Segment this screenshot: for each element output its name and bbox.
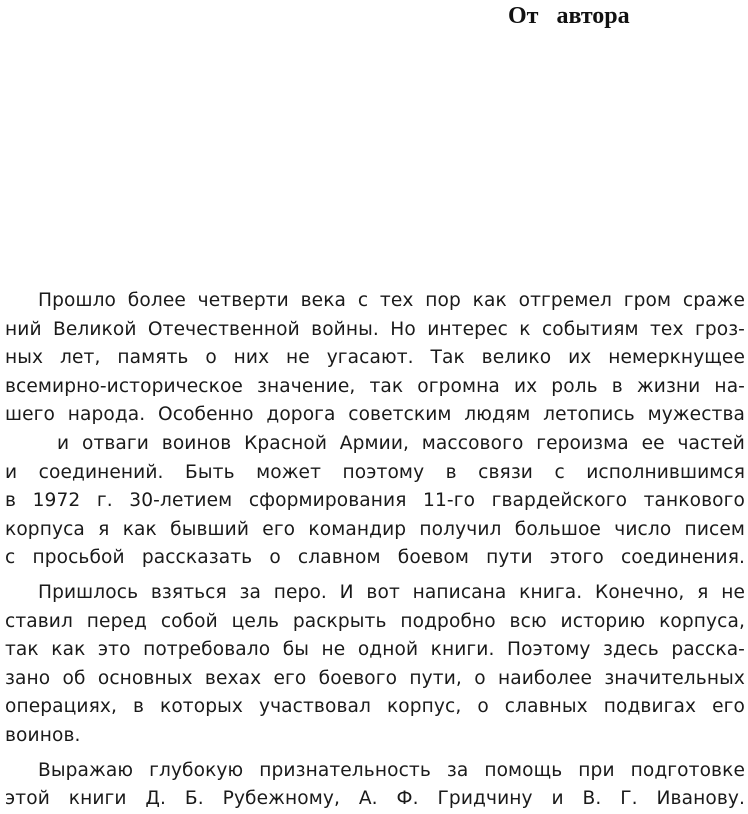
text-line: Выражаю глубокую признательность за помощь при подготовке xyxy=(38,759,745,781)
text-line: Прошло более четверти века с тех пор как отгремел гром сраже xyxy=(38,290,745,311)
text-line: воинов. xyxy=(5,724,81,746)
paragraph-2 xyxy=(5,579,745,751)
text-line: всемирно-историческое значение, так огромна их роль в жизни на- xyxy=(5,375,745,397)
page-title: От автора xyxy=(508,3,630,29)
text-line: Пришлось взяться за перо. И вот написана книга. Конечно, я не xyxy=(38,581,745,603)
text-line: корпуса я как бывший его командир получил большое число писем xyxy=(5,518,745,540)
text-line: этой книги Д. Б. Рубежному, А. Ф. Гридчину и В. Г. Иванову. xyxy=(5,788,745,810)
text-line: и соединений. Быть может поэтому в связи с исполнившимся xyxy=(5,461,745,483)
paragraph-3 xyxy=(5,757,745,814)
text-line: ных лет, память о них не угасают. Так велико их немеркнущее xyxy=(5,347,745,369)
text-line: в 1972 г. 30-летием сформирования 11-го гвардейского танкового xyxy=(5,490,745,512)
body-text xyxy=(5,287,745,814)
text-line: зано об основных вехах его боевого пути, о наиболее значительных xyxy=(5,667,745,689)
text-line: так как это потребовало бы не одной книги. Поэтому здесь расска- xyxy=(5,639,745,661)
text-line: операциях, в которых участвовал корпус, о славных подвигах его xyxy=(5,696,745,718)
text-line: ний Великой Отечественной войны. Но интерес к событиям тех гроз- xyxy=(5,318,745,340)
text-line: с просьбой рассказать о славном боевом пути этого соединения. xyxy=(5,547,745,569)
paragraph-1 xyxy=(5,287,745,573)
text-line: ставил перед собой цель раскрыть подробно всю историю корпуса, xyxy=(5,610,745,632)
text-line: и отваги воинов Красной Армии, массового героизма ее частей xyxy=(57,432,745,454)
text-line: шего народа. Особенно дорога советским людям летопись мужества xyxy=(5,404,745,426)
